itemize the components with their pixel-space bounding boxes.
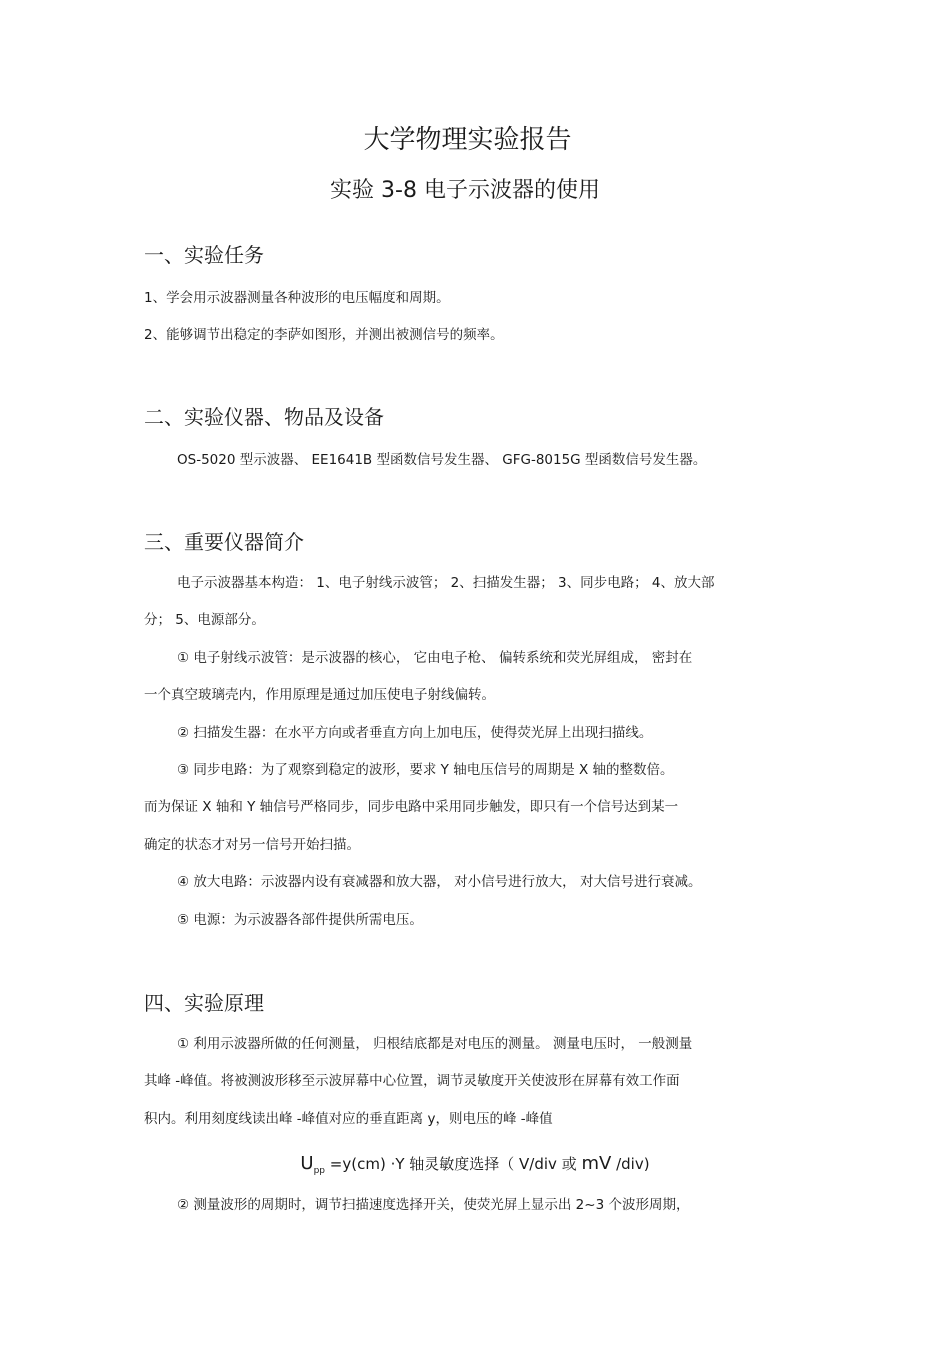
formula-unit: mV [581,1153,612,1174]
formula-end: /div) [611,1155,650,1173]
paragraph-line: ② 测量波形的周期时，调节扫描速度选择开关，使荧光屏上显示出 2~3 个波形周期， [177,1197,690,1213]
paragraph-line: 分； 5、电源部分。 [144,612,265,628]
paragraph-line: 确定的状态才对另一信号开始扫描。 [144,837,360,853]
paragraph-line: 其峰 -峰值。将被测波形移至示波屏幕中心位置，调节灵敏度开关使波形在屏幕有效工作面 [144,1073,680,1089]
paragraph-line: ① 利用示波器所做的任何测量， 归根结底都是对电压的测量。 测量电压时， 一般测量 [177,1036,693,1052]
section-heading-equipment: 二、实验仪器、物品及设备 [144,405,384,429]
paragraph-line: 电子示波器基本构造： 1、电子射线示波管； 2、扫描发生器； 3、同步电路； 4、放大部 [177,575,715,591]
equipment-line: OS-5020 型示波器、 EE1641B 型函数信号发生器、 GFG-8015G 型函数信号发生器。 [177,452,707,468]
section-heading-tasks: 一、实验任务 [144,243,264,267]
paragraph-line: ③ 同步电路：为了观察到稳定的波形，要求 Y 轴电压信号的周期是 X 轴的整数倍。 [177,762,674,778]
paragraph-line: ④ 放大电路：示波器内设有衰减器和放大器， 对小信号进行放大， 对大信号进行衰减。 [177,874,702,890]
formula-symbol: U [300,1153,314,1174]
experiment-subtitle: 实验 3-8 电子示波器的使用 [330,178,600,203]
task-line: 2、能够调节出稳定的李萨如图形，并测出被测信号的频率。 [144,327,504,343]
paragraph-line: ① 电子射线示波管：是示波器的核心， 它由电子枪、 偏转系统和荧光屏组成， 密封在 [177,650,693,666]
paragraph-line: 一个真空玻璃壳内，作用原理是通过加压使电子射线偏转。 [144,687,495,703]
section-heading-instruments: 三、重要仪器简介 [144,530,304,554]
paragraph-line: 积内。利用刻度线读出峰 -峰值对应的垂直距离 y，则电压的峰 -峰值 [144,1111,553,1127]
paragraph-line: 而为保证 X 轴和 Y 轴信号严格同步，同步电路中采用同步触发，即只有一个信号达到某一 [144,799,679,815]
task-line: 1、学会用示波器测量各种波形的电压幅度和周期。 [144,290,450,306]
formula-subscript: pp [313,1166,326,1176]
paragraph-line: ⑤ 电源：为示波器各部件提供所需电压。 [177,912,423,928]
paragraph-line: ② 扫描发生器：在水平方向或者垂直方向上加电压，使得荧光屏上出现扫描线。 [177,725,653,741]
voltage-formula [0,1155,950,1176]
formula-body: =y(cm) ·Y 轴灵敏度选择（ V/div 或 [325,1155,582,1173]
report-title: 大学物理实验报告 [363,125,572,155]
section-heading-principle: 四、实验原理 [144,991,264,1015]
